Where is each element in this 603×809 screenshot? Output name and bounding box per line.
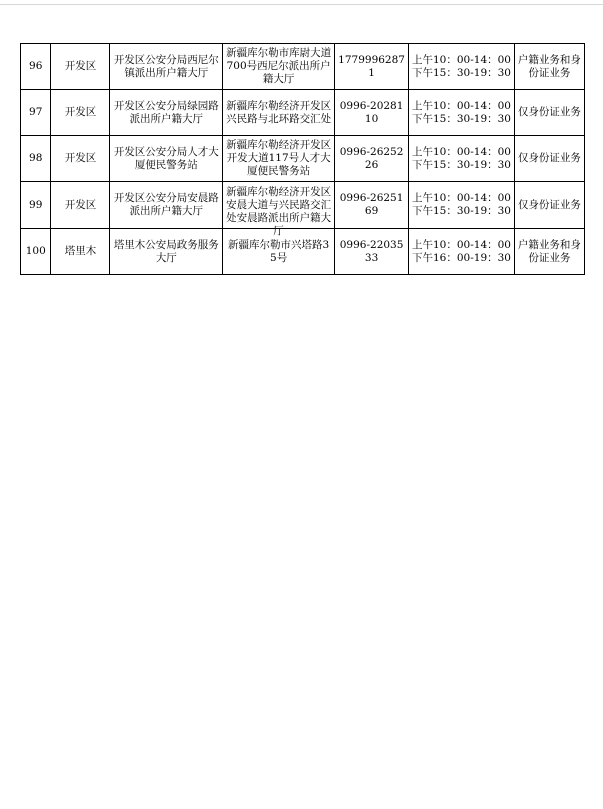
office-name-cell: 开发区公安分局人才大厦便民警务站 (110, 136, 223, 182)
service-scope-cell: 户籍业务和身份证业务 (514, 44, 584, 90)
hours-cell: 上午10：00-14：00 下午15：30-19：30 (409, 44, 515, 90)
hours-cell: 上午10：00-14：00 下午16：00-19：30 (409, 229, 515, 275)
phone-cell: 0996-2625169 (335, 182, 409, 229)
office-name-cell: 开发区公安分局绿园路派出所户籍大厅 (110, 90, 223, 136)
table-row (21, 90, 585, 136)
office-name-cell: 塔里木公安局政务服务大厅 (110, 229, 223, 275)
table-row (21, 44, 585, 90)
page-top-divider (0, 4, 603, 5)
address-text: 新疆库尔勒经济开发区安晨大道与兴民路交汇处安晨路派出所户籍大厅 (226, 185, 332, 237)
phone-cell: 17799962871 (335, 44, 409, 90)
table-row (21, 136, 585, 182)
office-name-cell: 开发区公安分局安晨路派出所户籍大厅 (110, 182, 223, 229)
address-cell (223, 136, 335, 182)
table-row (21, 182, 585, 229)
address-text: 新疆库尔勒经济开发区开发大道117号人才大厦便民警务站 (226, 139, 332, 177)
district-cell: 开发区 (51, 44, 110, 90)
address-text: 新疆库尔勒经济开发区兴民路与北环路交汇处 (226, 99, 332, 125)
address-cell (223, 182, 335, 237)
phone-cell: 0996-2028110 (335, 90, 409, 136)
row-number-cell: 100 (21, 229, 51, 275)
hours-cell: 上午10：00-14：00 下午15：30-19：30 (409, 136, 515, 182)
row-number-cell: 99 (21, 182, 51, 229)
district-cell: 开发区 (51, 182, 110, 229)
service-hall-table (20, 43, 585, 275)
address-cell (223, 90, 335, 136)
service-scope-cell: 仅身份证业务 (514, 182, 584, 229)
hours-cell: 上午10：00-14：00 下午15：30-19：30 (409, 90, 515, 136)
service-scope-cell: 户籍业务和身份证业务 (514, 229, 584, 275)
address-cell (223, 44, 335, 90)
phone-cell: 0996-2625226 (335, 136, 409, 182)
address-text: 新疆库尔勒市兴塔路35号 (228, 238, 330, 264)
hours-cell: 上午10：00-14：00 下午15：30-19：30 (409, 182, 515, 229)
service-scope-cell: 仅身份证业务 (514, 90, 584, 136)
office-name-cell: 开发区公安分局西尼尔镇派出所户籍大厅 (110, 44, 223, 90)
row-number-cell: 97 (21, 90, 51, 136)
table-row (21, 229, 585, 275)
district-cell: 塔里木 (51, 229, 110, 275)
row-number-cell: 98 (21, 136, 51, 182)
service-scope-cell: 仅身份证业务 (514, 136, 584, 182)
address-text: 新疆库尔勒市库尉大道700号西尼尔派出所户籍大厅 (226, 47, 332, 85)
phone-cell: 0996-2203533 (335, 229, 409, 275)
district-cell: 开发区 (51, 136, 110, 182)
district-cell: 开发区 (51, 90, 110, 136)
row-number-cell: 96 (21, 44, 51, 90)
